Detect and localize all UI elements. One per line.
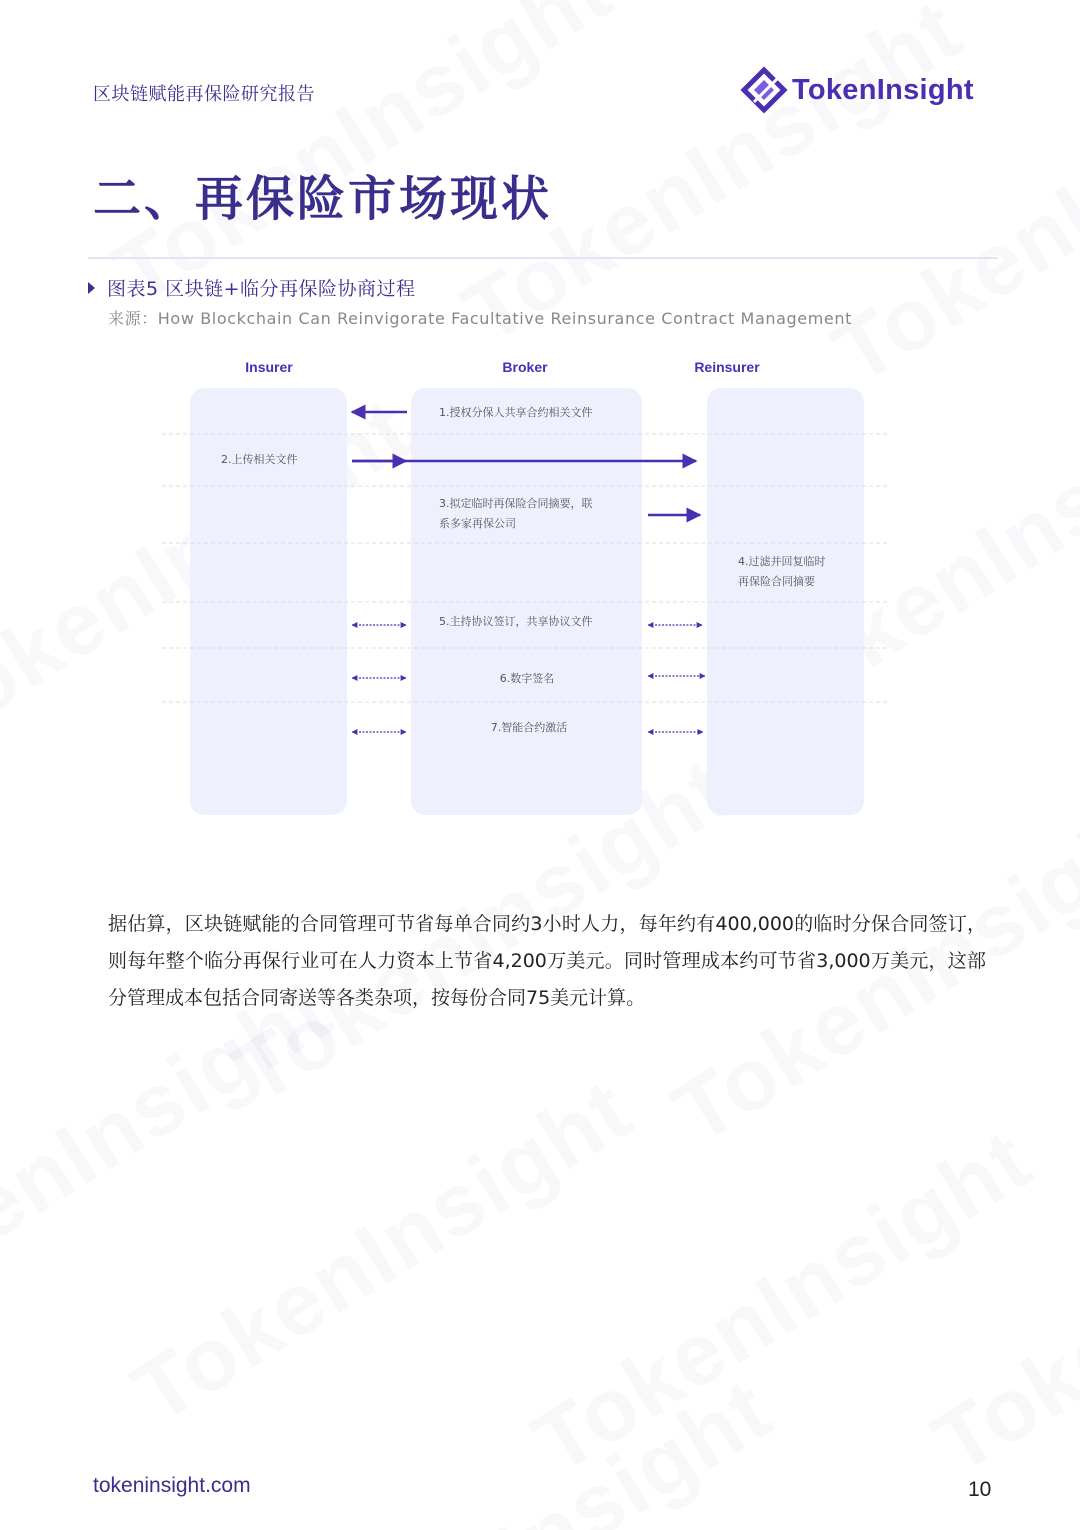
process-diagram xyxy=(150,340,910,840)
caption-arrow-icon xyxy=(88,282,95,294)
watermark-text xyxy=(916,1108,1080,1494)
step-3-label-line2: 系多家再保公司 xyxy=(439,517,516,530)
report-title: 区块链赋能再保险研究报告 xyxy=(93,84,315,105)
step-5-label: 5.主持协议签订，共享协议文件 xyxy=(439,615,593,628)
watermark-text xyxy=(516,1108,1049,1494)
section-title: 二、再保险市场现状 xyxy=(93,171,553,227)
watermark-text xyxy=(256,1358,789,1530)
step-2-label: 2.上传相关文件 xyxy=(221,453,298,466)
step-7-label: 7.智能合约激活 xyxy=(490,721,568,734)
step-4-label-line2: 再保险合同摘要 xyxy=(738,575,815,588)
tokeninsight-logo xyxy=(740,66,974,114)
figure-caption xyxy=(88,274,416,301)
lane-header-broker: Broker xyxy=(502,359,548,375)
step-3-label-line1: 3.拟定临时再保险合同摘要，联 xyxy=(439,497,593,510)
lane-header-reinsurer: Reinsurer xyxy=(694,359,760,375)
lane-header-insurer: Insurer xyxy=(245,359,293,375)
page-number: 10 xyxy=(968,1478,992,1501)
figure-caption-text: 图表5 区块链+临分再保险协商过程 xyxy=(107,278,416,300)
step-4-label-line1: 4.过滤并回复临时 xyxy=(738,555,826,568)
body-paragraph: 据估算，区块链赋能的合同管理可节省每单合同约3小时人力，每年约有400,000的临时分保合同签订，则每年整个临分再保行业可在人力资本上节省4,200万美元。同时管理成本约可节省3,000万美元，这部分管理成本包括合同寄送等各类杂项，按每份合同75美元计算。 xyxy=(108,913,986,1009)
step-6-label: 6.数字签名 xyxy=(499,672,555,685)
figure-source: 来源：How Blockchain Can Reinvigorate Facultative Reinsurance Contract Management xyxy=(108,309,852,328)
step-1-label: 1.授权分保人共享合约相关文件 xyxy=(439,406,593,419)
tokeninsight-logo-icon xyxy=(740,66,788,114)
logo-text: TokenInsight xyxy=(792,73,974,106)
title-divider xyxy=(88,257,998,259)
footer-url[interactable]: tokeninsight.com xyxy=(93,1474,251,1497)
watermark-text xyxy=(116,1058,649,1444)
